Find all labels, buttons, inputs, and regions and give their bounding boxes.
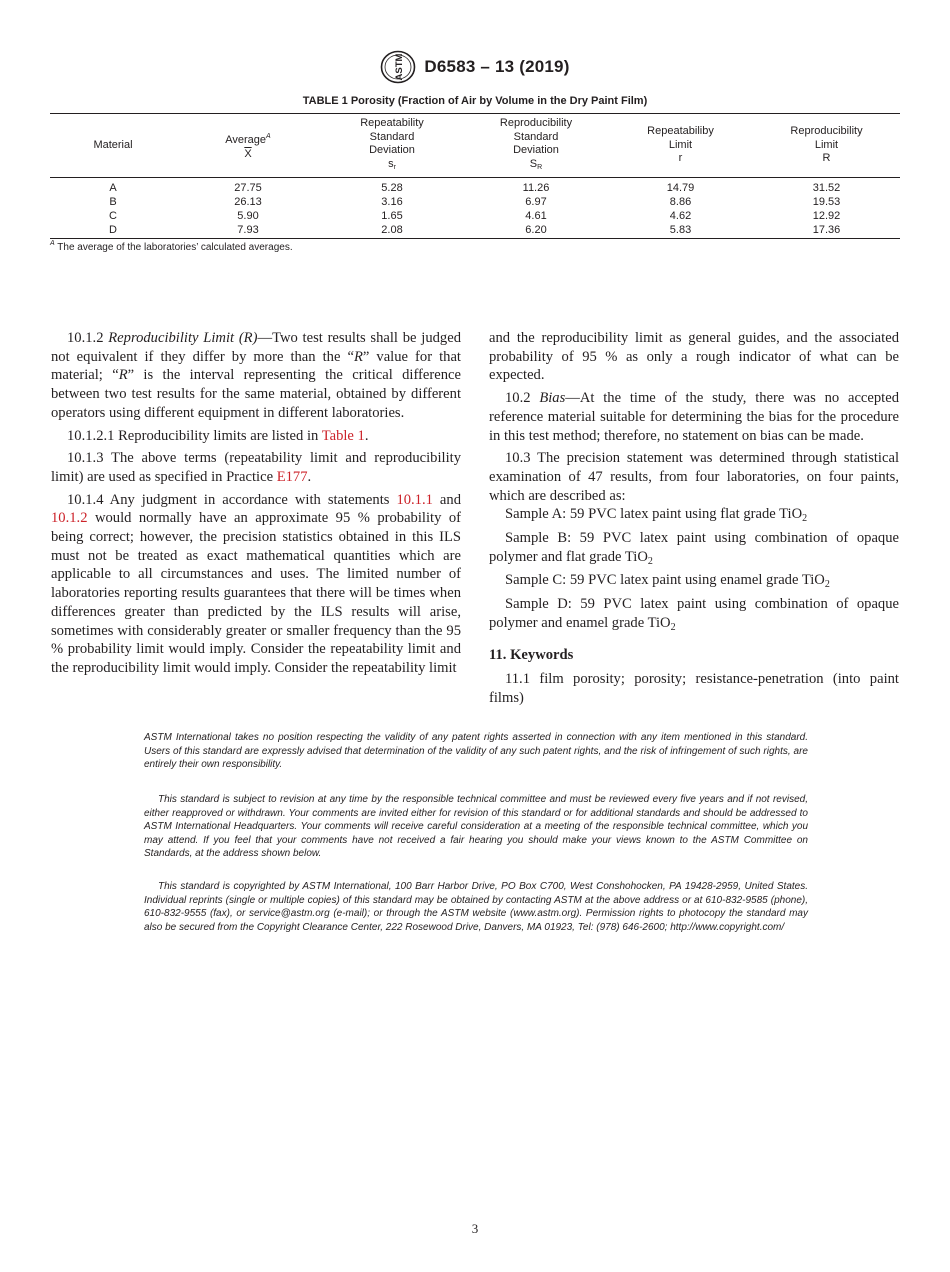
- cell-repeatability-sd: 1.65: [381, 210, 403, 222]
- cell-material: D: [109, 224, 117, 236]
- cell-reproducibility-sd: 6.20: [525, 224, 547, 236]
- patent-notice: ASTM International takes no position respecting the validity of any patent rights asserted in connection with any item mentioned in this standard. Users of this standard are expressly advised that determination of the validity of any such patent rights, and the risk of infringement of such rights, are entirely their own responsibility.: [144, 732, 808, 771]
- header-reproducibility-limit: Reproducibility Limit R: [790, 125, 863, 165]
- cell-reproducibility-sd: 4.61: [525, 210, 547, 222]
- header-average: Average$^A$ $\overline{X}$: [225, 133, 271, 160]
- table-row: [50, 223, 900, 239]
- table-row: [50, 178, 900, 196]
- cell-repeatability-sd: 5.28: [381, 182, 403, 194]
- porosity-table: [50, 113, 900, 239]
- paragraph-10-1-3: 10.1.3 The above terms (repeatability limit and reproducibility limit) are used as specified in Practice E177.: [51, 450, 461, 485]
- cell-repeatability-limit: 5.83: [669, 224, 692, 236]
- table-title: TABLE 1 Porosity (Fraction of Air by Volume in the Dry Paint Film): [302, 95, 648, 107]
- cell-average: 5.90: [237, 210, 259, 222]
- cell-repeatability-limit: 4.62: [669, 210, 692, 222]
- sample-d: Sample D: 59 PVC latex paint using combination of opaque polymer and enamel grade TiO$_2$: [489, 596, 899, 633]
- right-column: [489, 329, 899, 712]
- cell-material: A: [109, 182, 117, 194]
- cell-repeatability-sd: 2.08: [381, 224, 403, 236]
- footnote-mark: A: [50, 240, 55, 247]
- e177-link[interactable]: E177: [276, 468, 308, 485]
- section-10-1-2-link[interactable]: 10.1.2: [51, 510, 88, 527]
- sample-c: Sample C: 59 PVC latex paint using enamel grade TiO$_2$: [505, 572, 830, 591]
- cell-reproducibility-limit: 19.53: [812, 196, 841, 208]
- average-symbol: $\overline{X}$: [244, 147, 252, 160]
- keywords-heading: 11. Keywords: [489, 646, 574, 663]
- sample-b: Sample B: 59 PVC latex paint using combination of opaque polymer and flat grade TiO$_2$: [489, 530, 899, 567]
- revision-notice: This standard is subject to revision at any time by the responsible technical committee and must be reviewed every five years and if not revised, either reapproved or withdrawn. Your comments are invited either for revision of this standard or for additional standards and should be addressed to ASTM International Headquarters. Your comments will receive careful consideration at a meeting of the responsible technical committee, which you may attend. If you feel that your comments have not received a fair hearing you should make your views known to the ASTM Committee on Standards, at the address shown below.: [144, 794, 808, 860]
- paragraph-10-1-2-1: 10.1.2.1 Reproducibility limits are listed in Table 1.: [67, 427, 369, 444]
- table-header-row: [50, 114, 900, 178]
- astm-logo-icon: [380, 50, 416, 84]
- cell-repeatability-sd: 3.16: [381, 196, 403, 208]
- cell-average: 27.75: [234, 182, 262, 194]
- page-number: 3: [471, 1221, 479, 1236]
- document-id: D6583 – 13 (2019): [424, 57, 570, 76]
- header-repeatability-sd: Repeatability Standard Deviation $s_r$: [360, 117, 424, 171]
- cell-average: 7.93: [237, 224, 259, 236]
- paragraph-10-3: 10.3 The precision statement was determined through statistical examination of 47 results, from four laboratories, on four paints, which are described as:: [489, 450, 899, 504]
- paragraph-11-1: 11.1 film porosity; porosity; resistance-penetration (into paint films): [489, 671, 899, 706]
- cell-reproducibility-limit: 31.52: [812, 182, 841, 194]
- copyright-notice: This standard is copyrighted by ASTM International, 100 Barr Harbor Drive, PO Box C700, West Conshohocken, PA 19428-2959, United States. Individual reprints (single or multiple copies) of this standard may be obtained by contacting ASTM at the above address or at 610-832-9585 (phone), 610-832-9555 (fax), or service@astm.org (e-mail); or through the ASTM website (www.astm.org). Permission rights to photocopy the standard may also be secured from the Copyright Clearance Center, 222 Rosewood Drive, Danvers, MA 01923, Tel: (978) 646-2600; http://www.copyright.com/: [144, 881, 808, 933]
- paragraph-10-1-4: 10.1.4 Any judgment in accordance with statements 10.1.1 and 10.1.2 would normally have an approximate 95 % probability of being correct; however, the precision statistics obtained in this ILS must not be treated as exact mathematical quantities which are applicable to all circumstances and uses. The limited number of laboratories reporting results guarantees that there will be times when differences greater than predicted by the ILS results will arise, sometimes with considerably greater or smaller frequency than the 95 % probability limit would imply. Consider the repeatability limit and the reproducibility limit would imply. Consider the repeatability limit: [51, 491, 461, 676]
- paragraph-10-2: 10.2 Bias—At the time of the study, there was no accepted reference material suitable for determining the bias for the procedure in this test method; therefore, no statement on bias can be made.: [489, 390, 900, 444]
- cell-material: B: [109, 196, 117, 208]
- section-10-1-1-link[interactable]: 10.1.1: [396, 491, 433, 508]
- table-row: [50, 209, 900, 223]
- table-footnote: $^A$ The average of the laboratories’ calculated averages.: [50, 240, 293, 253]
- paragraph-continued: and the reproducibility limit as general guides, and the associated probability of 95 % as only a rough indicator of what can be expected.: [489, 330, 899, 384]
- header-reproducibility-sd: Reproducibility Standard Deviation $S_R$: [499, 117, 573, 171]
- section-title: Reproducibility Limit (R): [108, 330, 258, 346]
- cell-repeatability-limit: 8.86: [669, 196, 692, 208]
- table-row: [50, 195, 900, 209]
- header-repeatability-limit: Repeatabiliby Limit r: [647, 125, 714, 165]
- left-column: [51, 329, 461, 682]
- sample-a: Sample A: 59 PVC latex paint using flat grade TiO$_2$: [505, 506, 808, 525]
- cell-material: C: [109, 210, 117, 222]
- table-1-link[interactable]: Table 1: [321, 427, 365, 444]
- cell-average: 26.13: [234, 196, 262, 208]
- cell-reproducibility-sd: 11.26: [522, 182, 550, 194]
- paragraph-10-1-2: 10.1.2 Reproducibility Limit (R)—Two test results shall be judged not equivalent if they differ by more than the “R” value for that material; “R” is the interval representing the critical difference between two test results for the same material, obtained by different operators using different equipment in different laboratories.: [51, 330, 461, 421]
- cell-reproducibility-limit: 12.92: [812, 210, 841, 222]
- page-header: [0, 50, 950, 84]
- cell-reproducibility-sd: 6.97: [525, 196, 547, 208]
- section-title: Bias: [539, 390, 566, 407]
- header-material: Material: [93, 138, 133, 151]
- astm-logo-text: ASTM: [394, 53, 406, 81]
- average-footnote-mark: A: [266, 133, 271, 140]
- cell-repeatability-limit: 14.79: [666, 182, 695, 194]
- cell-reproducibility-limit: 17.36: [812, 224, 841, 236]
